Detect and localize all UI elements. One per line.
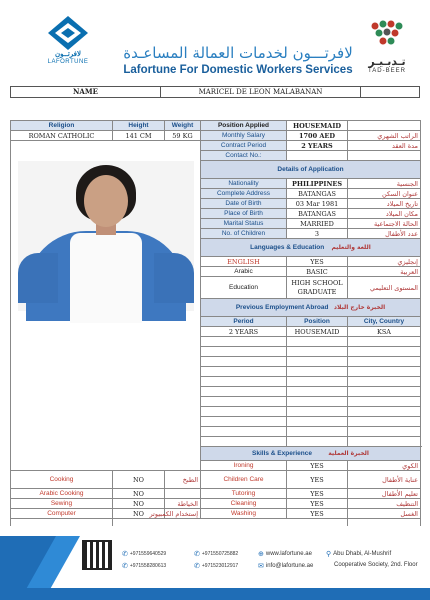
weight-header: Weight: [165, 121, 201, 131]
phone-icon: ✆: [194, 551, 200, 558]
contract-period-arabic: مدة العقد: [348, 141, 421, 151]
position-applied-label: Position Applied: [201, 121, 287, 131]
language-row-value: BASIC: [287, 267, 348, 277]
contract-period-value: 2 YEARS: [287, 141, 348, 151]
footer-phone: [122, 562, 166, 570]
application-table: [10, 120, 421, 549]
employment-period: 2 YEARS: [201, 327, 287, 337]
phone-icon: ✆: [122, 551, 128, 558]
skill-arabic: الطبخ: [165, 471, 201, 489]
details-row-value: MARRIED: [287, 219, 348, 229]
country-header: City, Country: [348, 317, 421, 327]
weight-value: 59 KG: [165, 131, 201, 141]
details-row-label: No. of Children: [201, 229, 287, 239]
details-row-label: Place of Birth: [201, 209, 287, 219]
education-value: HIGH SCHOOL GRADUATE: [287, 277, 348, 299]
language-row-label: ENGLISH: [201, 257, 287, 267]
language-row-arabic: إنجليزي: [348, 257, 421, 267]
globe-icon: ⊕: [258, 551, 264, 558]
skill-arabic: إستخدام الكمبيوتر: [165, 509, 201, 519]
footer-phone: [194, 550, 238, 558]
skill-label: Washing: [201, 509, 287, 519]
religion-header: Religion: [11, 121, 113, 131]
languages-title-en: Languages & Education: [250, 244, 325, 251]
employment-country: KSA: [348, 327, 421, 337]
height-value: 141 CM: [113, 131, 165, 141]
whatsapp-icon: ✆: [122, 563, 128, 570]
mail-icon: ✉: [258, 563, 264, 570]
name-value: MARICEL DE LEON MALABANAN: [161, 87, 361, 97]
skill-arabic: [165, 489, 201, 499]
language-row-label: Arabic: [201, 267, 287, 277]
location-pin-icon: ⚲: [326, 551, 332, 558]
contact-value: [287, 151, 348, 161]
skill-row: [11, 471, 421, 489]
details-row-arabic: عدد الأطفال: [348, 229, 421, 239]
skill-label: Ironing: [201, 461, 287, 471]
phone-number: +97152301291​7: [201, 563, 239, 569]
skill-arabic: الخياطة: [165, 499, 201, 509]
monthly-salary-value: 1700 AED: [287, 131, 348, 141]
languages-title: [201, 239, 421, 257]
footer-address: [326, 550, 391, 558]
details-row-value: 3: [287, 229, 348, 239]
skill-label: Tutoring: [201, 489, 287, 499]
education-label: Education: [201, 277, 287, 299]
right-logo-english: TAD-BEER: [368, 68, 406, 74]
name-label: NAME: [11, 87, 161, 97]
position-applied-value: HOUSEMAID: [287, 121, 348, 131]
footer-address: [334, 562, 418, 568]
address-line: Cooperative Society, 2nd. Floor: [334, 562, 418, 568]
employment-title: [201, 299, 421, 317]
contact-label: Contact No.:: [201, 151, 287, 161]
details-row-arabic: عنوان السكن: [348, 189, 421, 199]
qr-code-icon: [82, 540, 112, 570]
skill-value: NO: [113, 471, 165, 489]
skills-title-en: Skills & Experience: [252, 450, 312, 457]
employment-title-en: Previous Employment Abroad: [235, 304, 329, 311]
employment-title-ar: الخبرة خارج البلاد: [333, 304, 386, 311]
phone-number: +971558280613: [129, 563, 167, 569]
skills-title: [201, 447, 421, 461]
right-logo-arabic: تـدبـيـر: [368, 55, 406, 68]
page-footer: [0, 526, 430, 600]
name-row: [10, 86, 420, 98]
skill-label: Cleaning: [201, 499, 287, 509]
skill-row: [11, 499, 421, 509]
skill-value: NO: [113, 489, 165, 499]
phone-number: +97155072588​2: [201, 551, 239, 557]
skill-label: Arabic Cooking: [11, 489, 113, 499]
skill-label: Computer: [11, 509, 113, 519]
footer-phone: [194, 562, 238, 570]
details-row-value: BATANGAS: [287, 209, 348, 219]
phone-icon: ✆: [194, 563, 200, 570]
lafortune-logo: [44, 16, 92, 76]
details-row-value: BATANGAS: [287, 189, 348, 199]
details-title: Details of Application: [201, 161, 421, 179]
skill-label: Sewing: [11, 499, 113, 509]
photo-cell: [11, 141, 201, 471]
footer-bar: [0, 588, 430, 600]
education-arabic: المستوى التعليمي: [348, 277, 421, 299]
skill-value: YES: [287, 489, 348, 499]
period-header: Period: [201, 317, 287, 327]
details-row-value: 03 Mar 1981: [287, 199, 348, 209]
brand-title-arabic: لافرتـــون لخدمات العمالة المساعـدة: [123, 44, 353, 62]
skill-arabic: عناية الأطفال: [348, 471, 421, 489]
details-row-arabic: الحالة الاجتماعية: [348, 219, 421, 229]
email-link[interactable]: info@lafortune.ae: [265, 563, 314, 569]
skill-value: YES: [287, 499, 348, 509]
skill-label: Children Care: [201, 471, 287, 489]
footer-email[interactable]: [258, 562, 313, 570]
brand-title-english: Lafortune For Domestic Workers Services: [123, 64, 353, 76]
skill-arabic: تعليم الأطفال: [348, 489, 421, 499]
height-header: Height: [113, 121, 165, 131]
details-row-label: Complete Address: [201, 189, 287, 199]
applicant-photo: [18, 161, 194, 311]
skill-arabic: التنظيف: [348, 499, 421, 509]
religion-value: ROMAN CATHOLIC: [11, 131, 113, 141]
footer-website[interactable]: [258, 550, 312, 558]
diamond-logo-icon: [48, 16, 88, 50]
monthly-salary-arabic: الراتب الشهري: [348, 131, 421, 141]
contract-period-label: Contract Period: [201, 141, 287, 151]
skills-title-ar: الخبرة العملية: [328, 450, 369, 457]
skill-row: [11, 509, 421, 519]
skill-value: YES: [287, 461, 348, 471]
monthly-salary-label: Monthly Salary: [201, 131, 287, 141]
skill-row: [11, 489, 421, 499]
language-row-value: YES: [287, 257, 348, 267]
details-row-label: Marital Status: [201, 219, 287, 229]
tadbeer-logo: [360, 20, 414, 80]
phone-number: +971559640529: [129, 551, 167, 557]
details-row-value: PHILIPPINES: [287, 179, 348, 189]
skill-value: NO: [113, 499, 165, 509]
details-row-arabic: تاريخ الميلاد: [348, 199, 421, 209]
left-logo-arabic: لافرتــون: [54, 51, 81, 58]
skill-label: Cooking: [11, 471, 113, 489]
employment-position: HOUSEMAID: [287, 327, 348, 337]
skill-value: YES: [287, 509, 348, 519]
languages-title-ar: اللغة والتعليم: [331, 244, 371, 251]
website-link[interactable]: www.lafortune.ae: [265, 551, 312, 557]
skill-value: NO: [113, 509, 165, 519]
skill-value: YES: [287, 471, 348, 489]
skill-arabic: الكوي: [348, 461, 421, 471]
address-line: Abu Dhabi, Al-Mushrif: [333, 551, 392, 557]
details-row-arabic: الجنسية: [348, 179, 421, 189]
details-row-arabic: مكان الميلاد: [348, 209, 421, 219]
page-header: [0, 0, 430, 84]
dots-logo-icon: [369, 20, 405, 48]
position-header: Position: [287, 317, 348, 327]
language-row-arabic: العربية: [348, 267, 421, 277]
left-logo-english: LAFORTUNE: [47, 59, 89, 65]
brand-title: [118, 44, 358, 76]
footer-phone: [122, 550, 166, 558]
details-row-label: Date of Birth: [201, 199, 287, 209]
skill-arabic: الغسل: [348, 509, 421, 519]
details-row-label: Nationality: [201, 179, 287, 189]
